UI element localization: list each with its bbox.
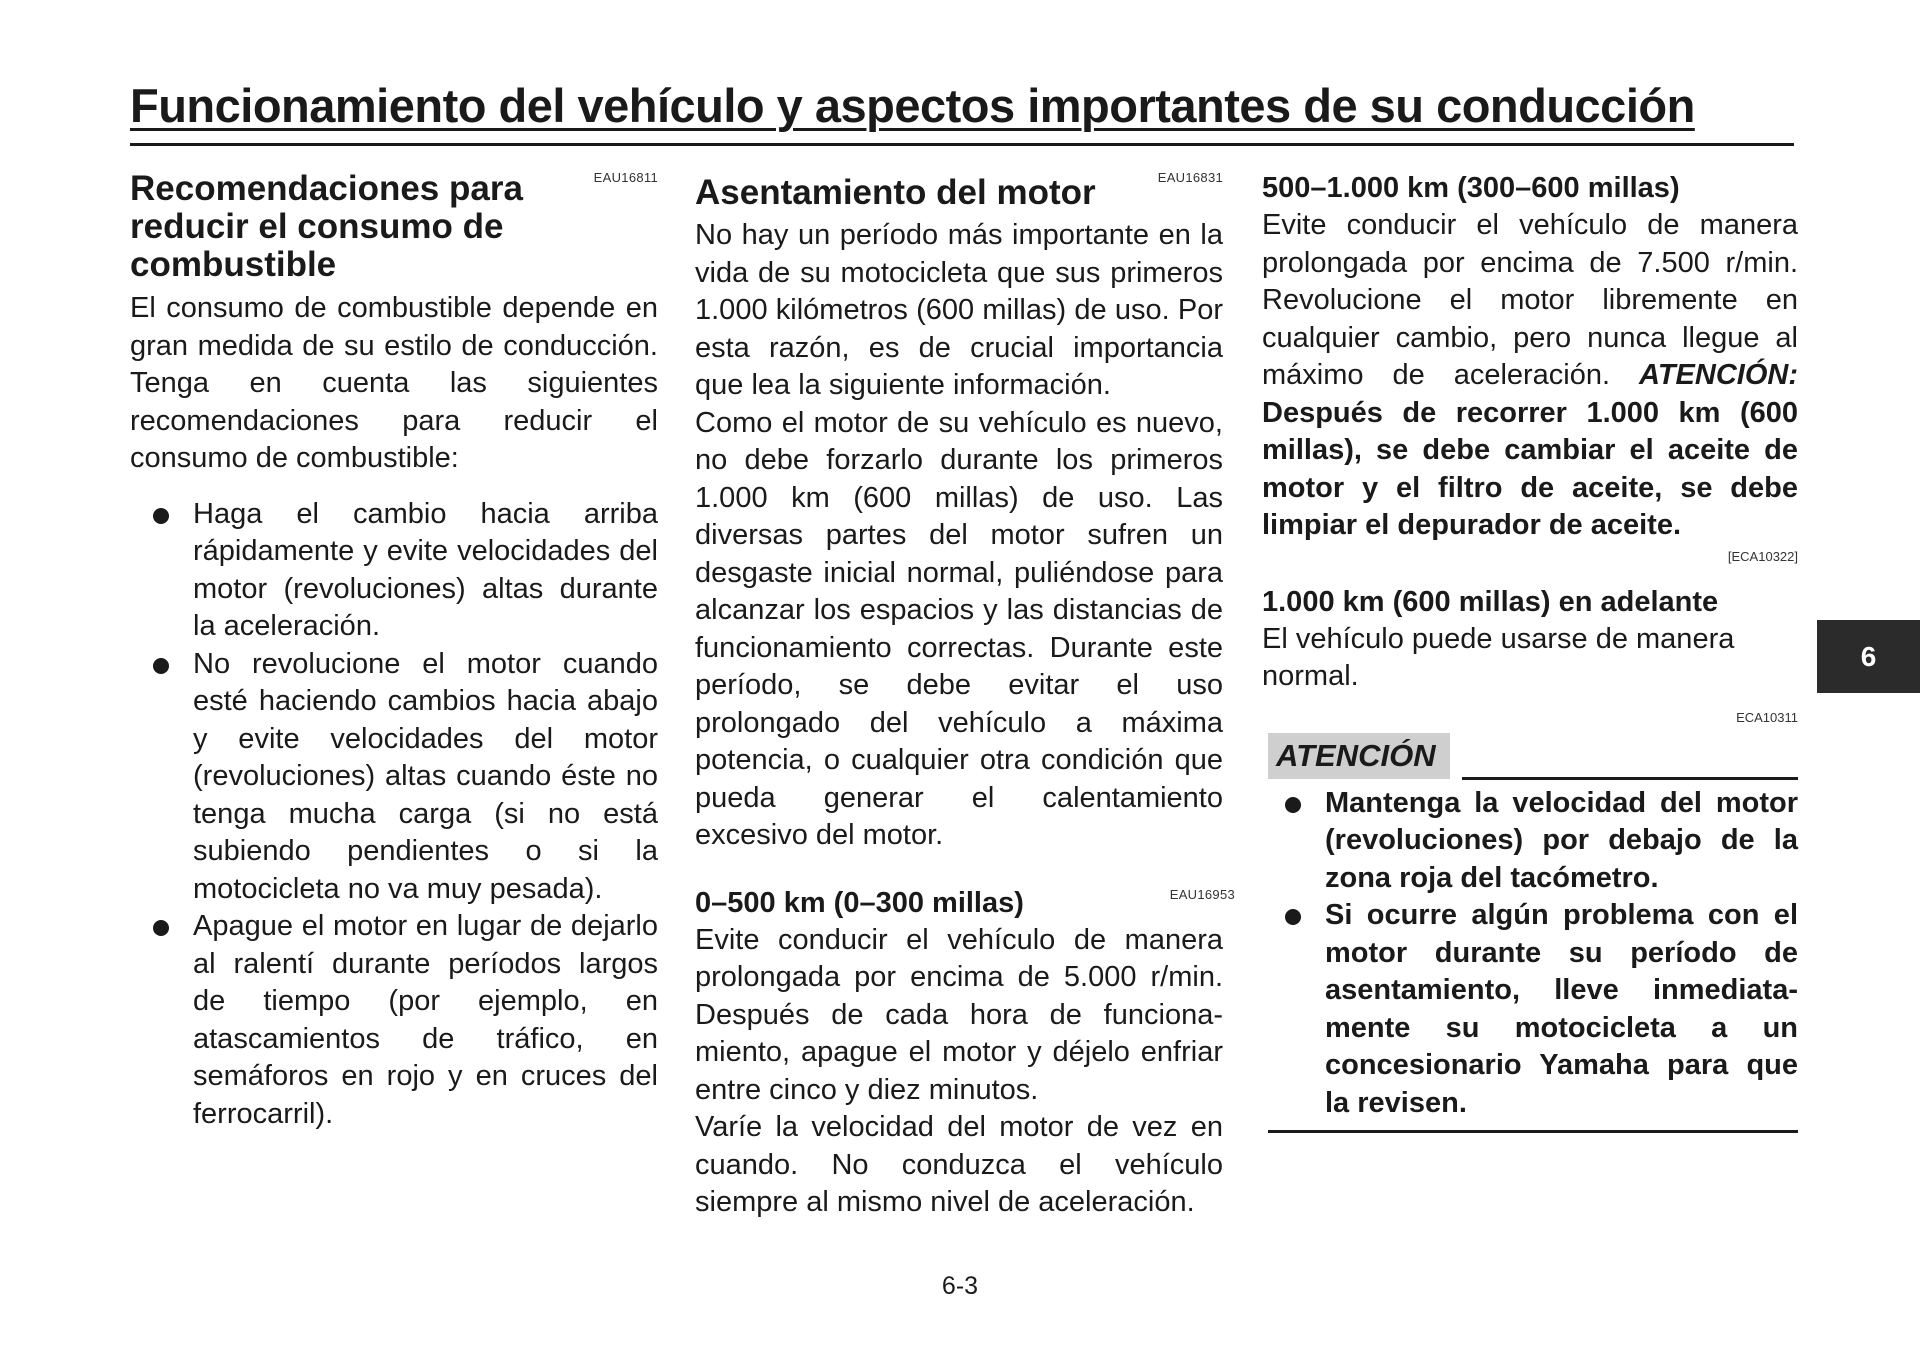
section-header-break-in bbox=[695, 170, 1223, 212]
break-in-paragraph-2: Como el motor de su vehículo es nuevo, no debe forzarlo durante los primeros 1.000 km (600 millas) de uso. Las diversas partes del motor sufren un desgaste inicial normal, puliéndose para alcanzar los espacios y las distancias de funcionamiento correctas. Durante este período, se debe evitar el uso prolongado del vehículo a máxima potencia, o cualquier otra condición que pueda generar el calentamiento excesivo del motor. bbox=[695, 406, 1223, 851]
attention-box bbox=[1262, 733, 1798, 779]
attention-list bbox=[1262, 785, 1798, 1123]
section-code: EAU16953 bbox=[1169, 886, 1235, 902]
attention-inline-label: ATENCIÓN: bbox=[1639, 359, 1798, 391]
break-in-paragraph-1: No hay un período más importante en la vida de su motocicleta que sus primeros 1.000 kilómetros (600 millas) de uso. Por esta razón, es de crucial importancia que lea la siguiente información. bbox=[695, 219, 1223, 401]
fuel-intro-paragraph: El consumo de combustible depende en gran medida de su estilo de conducción. Tenga en cuenta las siguientes recomendaciones para reducir el consumo de combustible: bbox=[130, 292, 658, 474]
column-engine-break-in bbox=[695, 170, 1235, 1222]
bullet-icon bbox=[153, 920, 169, 936]
list-item: Haga el cambio hacia arriba rápidamente y evite velocidades del motor (revoluciones) altas durante la aceleración. bbox=[130, 496, 658, 646]
break-in-paragraph-3: Evite conducir el vehículo de manera prolongada por encima de 5.000 r/min. Después de cada hora de funcionamiento, apague el motor y déjelo enfriar entre cinco y diez minutos. bbox=[695, 923, 1223, 1106]
section-heading-fuel: Recomendaciones para reducir el consumo de combustible bbox=[130, 169, 523, 284]
stage-paragraph-1: Evite conducir el vehículo de manera prolongada por encima de 7.500 r/min. Revolucione el motor libremente en cualquier cambio, pero nunca llegue al máximo de aceleración. ATENCIÓN: Después de recorrer 1.000 km (600 millas), se debe cambiar el aceite de motor y el filtro de aceite, se debe limpiar el depurador de aceite. bbox=[1262, 209, 1798, 541]
title-rule bbox=[130, 143, 1794, 146]
section-heading-break-in: Asentamiento del motor bbox=[695, 173, 1096, 212]
stage-paragraph-2: El vehículo puede usarse de manera normal. bbox=[1262, 622, 1735, 692]
section-code: EAU16831 bbox=[1157, 170, 1223, 185]
bullet-icon bbox=[153, 508, 169, 524]
list-item: Si ocurre algún problema con el motor durante su período de asentamiento, lleve inmediatamente su motocicleta a un concesionario Yamaha para que la revisen. bbox=[1262, 897, 1798, 1122]
attention-bottom-rule bbox=[1268, 1130, 1798, 1133]
section-code: EAU16811 bbox=[593, 170, 658, 185]
list-item: Mantenga la velocidad del motor (revoluciones) por debajo de la zona roja del tacómetro. bbox=[1262, 785, 1798, 898]
sub-header-0-500 bbox=[695, 885, 1235, 922]
list-item: Apague el motor en lugar de dejarlo al ralentí durante períodos largos de tiempo (por ejemplo, en atascamientos de tráfico, en semáforos en rojo y en cruces del ferrocarril). bbox=[130, 908, 658, 1133]
break-in-paragraph-4: Varíe la velocidad del motor de vez en cuando. No conduzca el vehículo siempre al mismo nivel de aceleración. bbox=[695, 1111, 1223, 1218]
fuel-tips-list bbox=[130, 496, 658, 1134]
sub-heading-0-500: 0–500 km (0–300 millas) bbox=[695, 886, 1024, 919]
column-fuel-consumption bbox=[130, 170, 658, 1133]
caution-code: [ECA10322] bbox=[1727, 548, 1798, 564]
page-title: Funcionamiento del vehículo y aspectos importantes de su conducción bbox=[130, 79, 1695, 132]
list-item: No revolucione el motor cuando esté haciendo cambios hacia abajo y evite velocidades del motor (revoluciones) altas cuando éste no tenga mucha carga (si no está subiendo pendientes o si la motocicleta no va muy pesada). bbox=[130, 646, 658, 909]
attention-inline-text: Después de recorrer 1.000 km (600 millas), se debe cambiar el aceite de motor y el filtro de aceite, se debe limpiar el depurador de aceite. bbox=[1262, 396, 1798, 541]
attention-rule bbox=[1462, 777, 1798, 780]
page-number: 6-3 bbox=[941, 1272, 979, 1300]
sub-heading-500-1000: 500–1.000 km (300–600 millas) bbox=[1262, 172, 1680, 204]
chapter-tab: 6 bbox=[1817, 620, 1920, 693]
bullet-icon bbox=[153, 658, 169, 674]
section-header-fuel bbox=[130, 170, 658, 284]
column-break-in-stages bbox=[1262, 170, 1798, 1133]
attention-label: ATENCIÓN bbox=[1268, 733, 1450, 779]
bullet-icon bbox=[1285, 909, 1301, 925]
sub-heading-1000-plus: 1.000 km (600 millas) en adelante bbox=[1262, 585, 1719, 618]
caution-code: ECA10311 bbox=[1736, 709, 1798, 725]
bullet-icon bbox=[1285, 797, 1301, 813]
